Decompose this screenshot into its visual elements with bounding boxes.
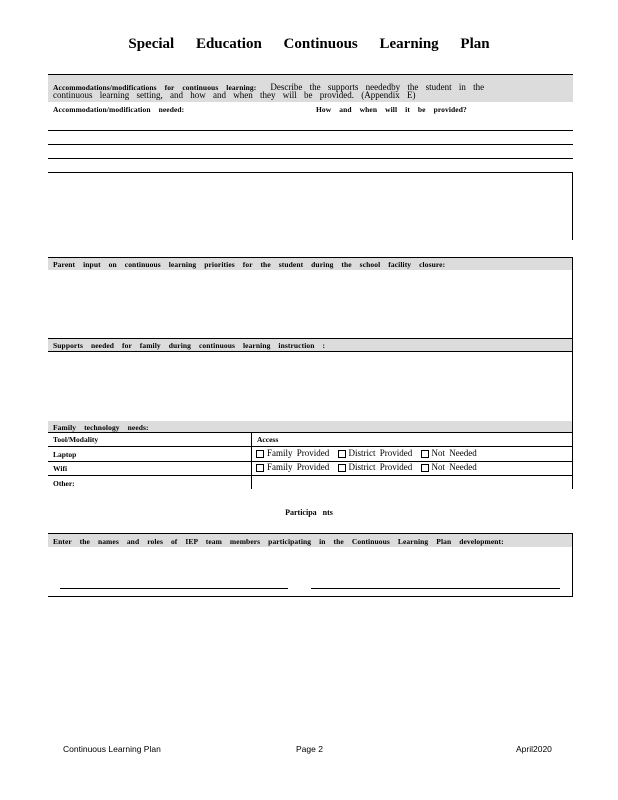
accommodations-row-line-2[interactable]	[48, 144, 573, 145]
parent-input-right-border	[572, 257, 573, 339]
technology-row-line-2	[48, 475, 573, 476]
tool-other: Other:	[53, 479, 75, 488]
technology-col-header-line	[48, 446, 573, 447]
checkbox-icon[interactable]	[421, 450, 429, 458]
laptop-access-options	[256, 448, 477, 458]
laptop-not-needed-checkbox[interactable]: Not Needed	[421, 448, 477, 458]
tool-laptop: Laptop	[53, 450, 77, 459]
participants-border-bottom	[48, 596, 573, 597]
checkbox-icon[interactable]	[421, 464, 429, 472]
parent-input-label: Parent input on continuous learning priorities for the student during the school facility closure:	[53, 260, 446, 269]
accommodations-row-line-4[interactable]	[48, 172, 573, 173]
page-title: Special Education Continuous Learning Plan	[128, 36, 490, 52]
parent-input-area[interactable]	[48, 270, 573, 338]
wifi-access-options	[256, 462, 477, 472]
technology-right-border	[572, 421, 573, 489]
participant-signature-line-1[interactable]	[60, 588, 288, 589]
laptop-district-provided-checkbox[interactable]: District Provided	[338, 448, 413, 458]
participants-label: Enter the names and roles of IEP team members participating in the Continuous Learning Plan development:	[53, 537, 504, 546]
family-supports-area[interactable]	[48, 352, 573, 420]
accommodations-description-line2: continuous learning setting, and how and when they will be provided. (Appendix E)	[53, 90, 416, 100]
how-when-column-label: How and when will it be provided?	[316, 105, 467, 114]
access-column-header: Access	[257, 435, 279, 444]
footer-date: April2020	[516, 744, 552, 754]
accommodation-column-label: Accommodation/modification needed:	[53, 105, 185, 114]
participant-signature-line-2[interactable]	[311, 588, 560, 589]
checkbox-icon[interactable]	[338, 464, 346, 472]
checkbox-icon[interactable]	[256, 464, 264, 472]
checkbox-icon[interactable]	[338, 450, 346, 458]
technology-header-line	[48, 432, 573, 433]
technology-label: Family technology needs:	[53, 423, 149, 432]
checkbox-icon[interactable]	[256, 450, 264, 458]
wifi-district-provided-checkbox[interactable]: District Provided	[338, 462, 413, 472]
accommodations-label: Accommodations/modifications for continuous learning:	[53, 83, 257, 92]
family-supports-right-border	[572, 338, 573, 422]
accommodations-row-line-3[interactable]	[48, 158, 573, 159]
wifi-family-provided-checkbox[interactable]: Family Provided	[256, 462, 329, 472]
accommodations-row-line-1[interactable]	[48, 130, 573, 131]
participants-heading: Participa nts	[285, 508, 333, 517]
laptop-family-provided-checkbox[interactable]: Family Provided	[256, 448, 329, 458]
footer-page-number: Page 2	[296, 744, 323, 754]
footer-left: Continuous Learning Plan	[63, 744, 161, 754]
accommodations-description: Describe the supports neededby the student in the	[270, 82, 485, 92]
family-supports-label: Supports needed for family during continuous learning instruction :	[53, 341, 326, 350]
technology-column-divider	[251, 432, 252, 489]
tool-wifi: Wifi	[53, 464, 68, 473]
wifi-not-needed-checkbox[interactable]: Not Needed	[421, 462, 477, 472]
participants-right-border	[572, 533, 573, 597]
tool-column-header: Tool/Modality	[53, 435, 99, 444]
accommodations-right-border	[572, 172, 573, 240]
